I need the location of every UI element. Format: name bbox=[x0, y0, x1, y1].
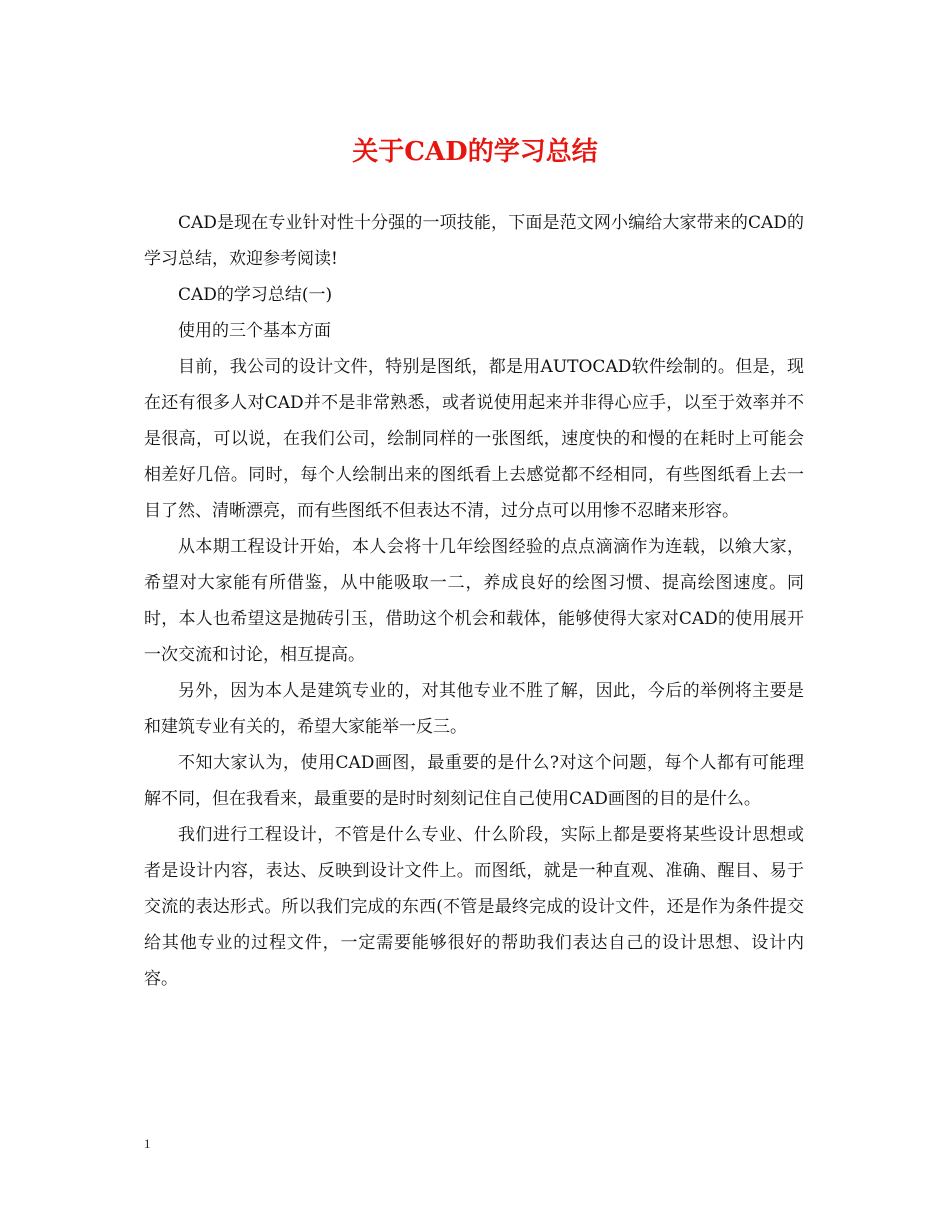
document-title: 关于CAD的学习总结 bbox=[352, 137, 598, 167]
body-paragraph: 目前，我公司的设计文件，特别是图纸，都是用AUTOCAD软件绘制的。但是，现在还有很多人对CAD并不是非常熟悉，或者说使用起来并非得心应手，以至于效率并不是很高，可以说，在我们公司，绘制同样的一张图纸，速度快的和慢的在耗时上可能会相差好几倍。同时，每个人绘制出来的图纸看上去感觉都不经相同，有些图纸看上去一目了然、清晰漂亮，而有些图纸不但表达不清，过分点可以用惨不忍睹来形容。 bbox=[144, 357, 804, 521]
body-paragraph: 我们进行工程设计，不管是什么专业、什么阶段，实际上都是要将某些设计思想或者是设计内容，表达、反映到设计文件上。而图纸，就是一种直观、准确、醒目、易于交流的表达形式。所以我们完成的东西(不管是最终完成的设计文件，还是作为条件提交给其他专业的过程文件，一定需要能够很好的帮助我们表达自己的设计思想、设计内容。 bbox=[144, 825, 804, 989]
body-paragraph: 另外，因为本人是建筑专业的，对其他专业不胜了解，因此，今后的举例将主要是和建筑专业有关的，希望大家能举一反三。 bbox=[144, 681, 804, 737]
body-paragraph: 不知大家认为，使用CAD画图，最重要的是什么?对这个问题，每个人都有可能理解不同，但在我看来，最重要的是时时刻刻记住自己使用CAD画图的目的是什么。 bbox=[144, 753, 804, 809]
page-number: 1 bbox=[144, 1136, 151, 1151]
document-body bbox=[144, 205, 804, 997]
intro-paragraph: CAD是现在专业针对性十分强的一项技能，下面是范文网小编给大家带来的CAD的学习总结，欢迎参考阅读! bbox=[144, 213, 804, 269]
subsection-heading: 使用的三个基本方面 bbox=[178, 321, 331, 341]
body-paragraph: 从本期工程设计开始，本人会将十几年绘图经验的点点滴滴作为连载，以飨大家，希望对大家能有所借鉴，从中能吸取一二，养成良好的绘图习惯、提高绘图速度。同时，本人也希望这是抛砖引玉，借助这个机会和载体，能够使得大家对CAD的使用展开一次交流和讨论，相互提高。 bbox=[144, 537, 804, 665]
section-heading: CAD的学习总结(一) bbox=[178, 285, 333, 305]
